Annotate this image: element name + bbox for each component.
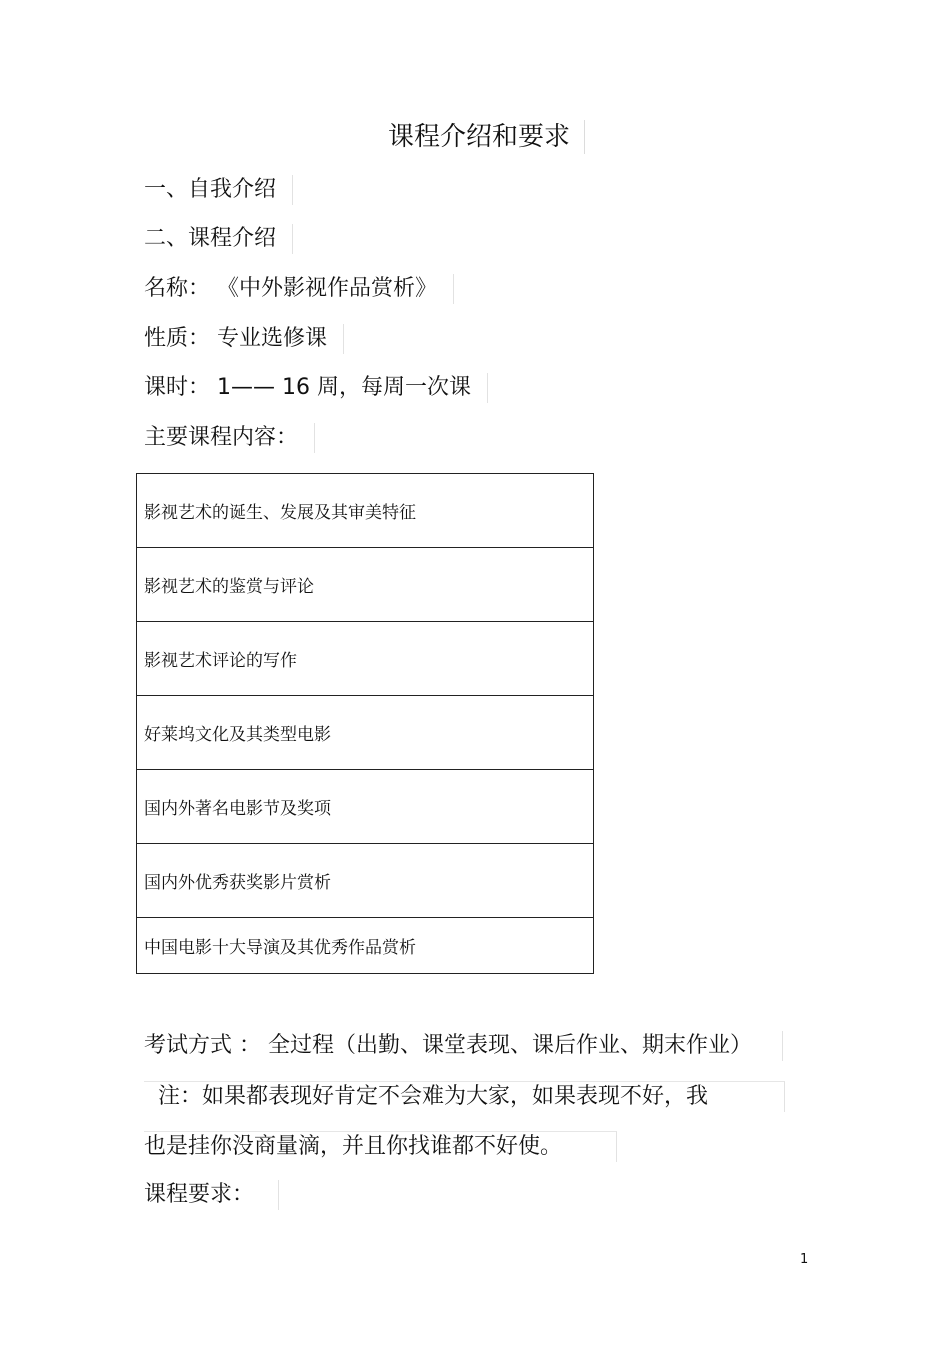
table-cell: 中国电影十大导演及其优秀作品赏析: [137, 918, 594, 974]
table-cell: 国内外著名电影节及奖项: [137, 770, 594, 844]
course-hours: 课时： 1—— 16 周，每周一次课: [144, 373, 488, 403]
table-cell: 影视艺术评论的写作: [137, 622, 594, 696]
page-number: 1: [800, 1252, 809, 1267]
course-nature: 性质： 专业选修课: [144, 324, 344, 354]
table-cell: 影视艺术的鉴赏与评论: [137, 548, 594, 622]
table-cell: 影视艺术的诞生、发展及其审美特征: [137, 474, 594, 548]
table-row: [137, 918, 594, 974]
table-row: [137, 474, 594, 548]
table-row: [137, 696, 594, 770]
section-course-intro: 二、课程介绍: [144, 224, 293, 254]
table-row: [137, 622, 594, 696]
table-row: [137, 770, 594, 844]
page-title: 课程介绍和要求: [388, 120, 585, 154]
table-row: [137, 548, 594, 622]
section-self-intro: 一、自我介绍: [144, 175, 293, 205]
content-heading: 主要课程内容：: [144, 423, 315, 453]
course-name: 名称： 《中外影视作品赏析》: [144, 274, 454, 304]
course-content-table: [136, 473, 594, 974]
exam-method: 考试方式 ： 全过程（出勤、课堂表现、课后作业、期末作业）: [144, 1031, 783, 1061]
note-line-2: 也是挂你没商量滴，并且你找谁都不好使。: [144, 1131, 617, 1162]
requirements-heading: 课程要求：: [144, 1180, 279, 1210]
note-line-1: 注：如果都表现好肯定不会难为大家，如果表现不好，我: [144, 1081, 785, 1112]
table-cell: 国内外优秀获奖影片赏析: [137, 844, 594, 918]
table-row: [137, 844, 594, 918]
table-cell: 好莱坞文化及其类型电影: [137, 696, 594, 770]
